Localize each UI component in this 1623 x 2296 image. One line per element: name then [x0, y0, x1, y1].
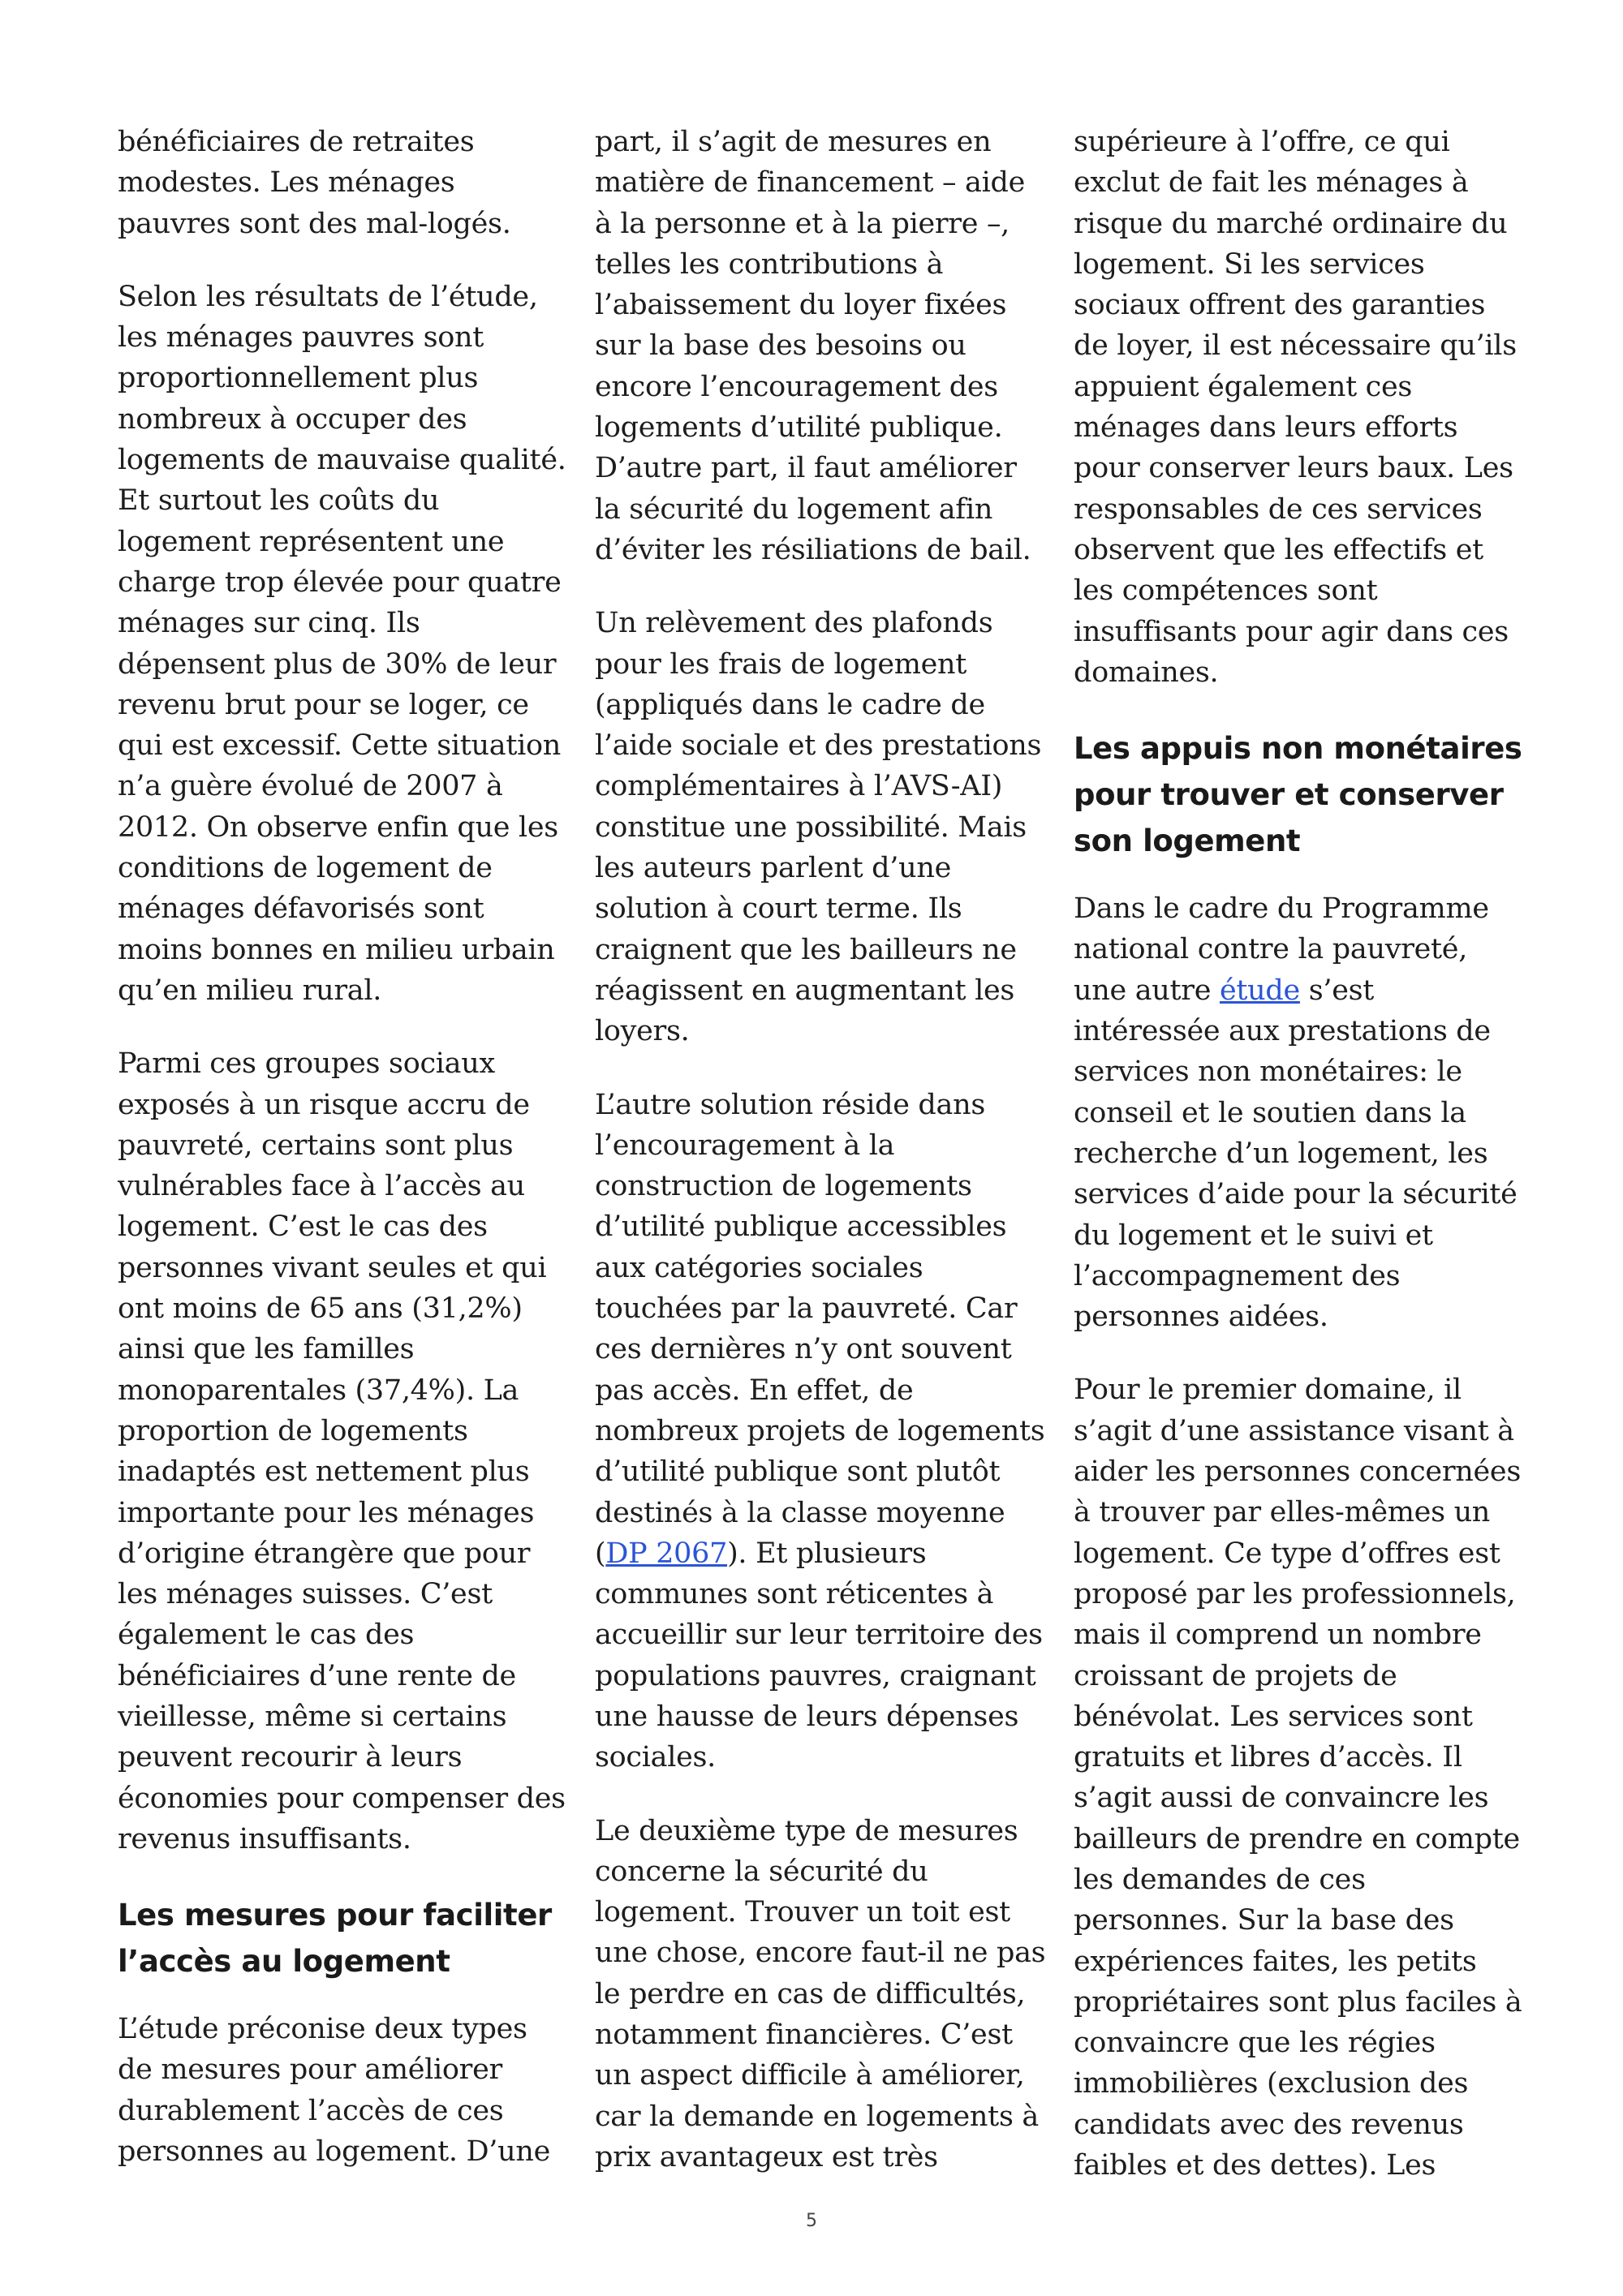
text-line: pour les frais de logement: [595, 647, 967, 681]
text-line: personnes. Sur la base des: [1074, 1904, 1454, 1937]
text-line: nombreux à occuper des: [118, 402, 467, 436]
text-line: national contre la pauvreté,: [1074, 933, 1468, 966]
text-line: bénéficiaires de retraites: [118, 126, 475, 158]
text-line: moins bonnes en milieu urbain: [118, 933, 555, 966]
text-line: logement. Ce type d’offres est: [1074, 1537, 1500, 1570]
text-line: services d’aide pour la sécurité: [1074, 1178, 1518, 1211]
text-line: son logement: [1074, 823, 1301, 859]
text-line: le perdre en cas de difficultés,: [595, 1977, 1026, 2010]
text-line: exposés à un risque accru de: [118, 1088, 530, 1121]
text-line: D’autre part, il faut améliorer: [595, 452, 1017, 485]
text-line: importante pour les ménages: [118, 1496, 535, 1529]
page-number: 5: [806, 2211, 817, 2231]
text-line: notamment financières. C’est: [595, 2019, 1013, 2052]
text-line: logement. Si les services: [1074, 247, 1425, 281]
text-line: destinés à la classe moyenne: [595, 1496, 1005, 1529]
text-line: logement. C’est le cas des: [118, 1210, 488, 1244]
text-line: aider les personnes concernées: [1074, 1455, 1521, 1489]
text-line: de mesures pour améliorer: [118, 2053, 502, 2087]
text-line: n’a guère évolué de 2007 à: [118, 770, 503, 803]
text-line: Dans le cadre du Programme: [1074, 892, 1489, 926]
paragraph: [1074, 122, 1516, 693]
text-line: faibles et des dettes). Les: [1074, 2149, 1436, 2182]
text-line: Parmi ces groupes sociaux: [118, 1047, 495, 1081]
text-line: propriétaires sont plus faciles à: [1074, 1985, 1522, 2019]
text-line: risque du marché ordinaire du: [1074, 207, 1508, 240]
text-line: logement représentent une: [118, 525, 505, 558]
text-line: ménages sur cinq. Ils: [118, 607, 420, 640]
text-line: Selon les résultats de l’étude,: [118, 280, 538, 313]
text-line: personnes au logement. D’une: [118, 2135, 551, 2169]
text-line: appuient également ces: [1074, 370, 1413, 403]
text-line: observent que les effectifs et: [1074, 533, 1483, 566]
text-line: Un relèvement des plafonds: [595, 607, 993, 640]
text-line: logements de mauvaise qualité.: [118, 444, 566, 477]
text-line: Pour le premier domaine, il: [1074, 1374, 1462, 1407]
text-line: pour trouver et conserver: [1074, 777, 1504, 813]
text-line: pas accès. En effet, de: [595, 1374, 914, 1407]
text-line: insuffisants pour agir dans ces: [1074, 615, 1509, 648]
text-line: aux catégories sociales: [595, 1251, 923, 1284]
text-line: les ménages pauvres sont: [118, 321, 484, 355]
text-line: Et surtout les coûts du: [118, 484, 440, 518]
text-line: ainsi que les familles: [118, 1333, 415, 1366]
etude-link[interactable]: étude: [1219, 974, 1300, 1007]
text-line: intéressée aux prestations de: [1074, 1015, 1491, 1048]
text-line: sur la base des besoins ou: [595, 329, 966, 363]
text-line: communes sont réticentes à: [595, 1578, 994, 1611]
text-line: l’encouragement à la: [595, 1129, 895, 1162]
text-line: un aspect difficile à améliorer,: [595, 2059, 1025, 2092]
text-line: revenus insuffisants.: [118, 1822, 411, 1855]
text-line: ménages dans leurs efforts: [1074, 411, 1458, 445]
paragraph: [118, 1043, 566, 1860]
text-line: charge trop élevée pour quatre: [118, 565, 562, 599]
text-line: prix avantageux est très: [595, 2140, 938, 2173]
text-line: d’utilité publique accessibles: [595, 1210, 1007, 1244]
text-line: loyers.: [595, 1015, 690, 1048]
paragraph: [118, 2009, 560, 2172]
text-line: car la demande en logements à: [595, 2100, 1039, 2133]
text-line: également le cas des: [118, 1619, 415, 1652]
text-line: les compétences sont: [1074, 574, 1378, 608]
text-line: économies pour compenser des: [118, 1782, 566, 1815]
text-line: durablement l’accès de ces: [118, 2094, 504, 2127]
text-line: complémentaires à l’AVS-AI): [595, 770, 1003, 803]
link-line: [595, 1533, 1037, 1574]
text-line: personnes aidées.: [1074, 1301, 1328, 1334]
text-line: l’accompagnement des: [1074, 1259, 1401, 1292]
text-line: proportion de logements: [118, 1414, 468, 1447]
text-line: dépensent plus de 30% de leur: [118, 647, 557, 681]
text-line: supérieure à l’offre, ce qui: [1074, 126, 1450, 158]
text-line: L’étude préconise deux types: [118, 2013, 527, 2046]
text-line: monoparentales (37,4%). La: [118, 1374, 519, 1407]
text-column-1: [118, 122, 566, 2204]
text-line: s’agit aussi de convaincre les: [1074, 1782, 1489, 1815]
text-line: exclut de fait les ménages à: [1074, 166, 1469, 200]
text-line: qui est excessif. Cette situation: [118, 729, 562, 763]
text-line: craignent que les bailleurs ne: [595, 933, 1017, 966]
paragraph: [1074, 888, 1516, 1337]
text-line: immobilières (exclusion des: [1074, 2067, 1469, 2100]
text-line: gratuits et libres d’accès. Il: [1074, 1741, 1462, 1774]
paragraph: [595, 603, 1042, 1051]
text-line: nombreux projets de logements: [595, 1414, 1045, 1447]
text-line: conditions de logement de: [118, 852, 493, 885]
text-line: proposé par les professionnels,: [1074, 1577, 1516, 1610]
text-line: vieillesse, même si certains: [118, 1700, 507, 1733]
paragraph-lines: [1074, 1011, 1516, 1337]
text-line: proportionnellement plus: [118, 362, 479, 395]
text-line: responsables de ces services: [1074, 492, 1483, 526]
text-line: du logement et le suivi et: [1074, 1219, 1433, 1252]
text-column-2: [595, 122, 1046, 2210]
text-line: ces dernières n’y ont souvent: [595, 1333, 1012, 1366]
text-line: bailleurs de prendre en compte: [1074, 1822, 1520, 1855]
text-line: populations pauvres, craignant: [595, 1659, 1036, 1692]
text-line: sociaux offrent des garanties: [1074, 289, 1486, 322]
section-heading-access: [118, 1892, 560, 1984]
text-line: convaincre que les régies: [1074, 2027, 1436, 2060]
text-line: les demandes de ces: [1074, 1863, 1366, 1896]
text-line: de loyer, il est nécessaire qu’ils: [1074, 329, 1517, 363]
paragraph: [595, 1085, 1045, 1778]
text-line: domaines.: [1074, 656, 1219, 689]
text-line: solution à court terme. Ils: [595, 892, 962, 926]
paragraph: [595, 122, 1037, 570]
text-line: les ménages suisses. C’est: [118, 1578, 493, 1611]
text-line: conseil et le soutien dans la: [1074, 1096, 1466, 1129]
text-line: l’accès au logement: [118, 1944, 450, 1980]
dp-2067-link[interactable]: DP 2067: [605, 1537, 728, 1570]
text-line: vulnérables face à l’accès au: [118, 1170, 525, 1203]
text-line: inadaptés est nettement plus: [118, 1455, 530, 1489]
paragraph: [118, 122, 560, 244]
text-line: (appliqués dans le cadre de: [595, 688, 985, 721]
text-line: recherche d’un logement, les: [1074, 1137, 1488, 1170]
link-prefix: une autre: [1074, 974, 1220, 1007]
text-line: telles les contributions à: [595, 247, 944, 281]
paragraph: [595, 1811, 1046, 2178]
link-suffix: ). Et plusieurs: [727, 1537, 927, 1570]
text-line: personnes vivant seules et qui: [118, 1251, 547, 1284]
text-line: concerne la sécurité du: [595, 1855, 928, 1888]
text-line: L’autre solution réside dans: [595, 1088, 986, 1121]
text-line: d’utilité publique sont plutôt: [595, 1455, 1001, 1489]
link-suffix: s’est: [1299, 974, 1375, 1007]
text-line: part, il s’agit de mesures en: [595, 126, 992, 158]
paragraph-lines: [1074, 888, 1516, 970]
text-line: revenu brut pour se loger, ce: [118, 688, 529, 721]
paragraph-lines: [595, 1574, 1043, 1778]
text-line: l’abaissement du loyer fixées: [595, 289, 1007, 322]
text-line: une hausse de leurs dépenses: [595, 1700, 1019, 1733]
text-line: mais il comprend un nombre: [1074, 1619, 1482, 1652]
text-line: constitue une possibilité. Mais: [595, 810, 1027, 844]
link-prefix: (: [595, 1537, 606, 1570]
text-line: Les appuis non monétaires: [1074, 731, 1522, 767]
text-line: candidats avec des revenus: [1074, 2108, 1464, 2141]
text-line: services non monétaires: le: [1074, 1056, 1462, 1089]
text-line: d’origine étrangère que pour: [118, 1537, 531, 1570]
text-line: à la personne et à la pierre –,: [595, 207, 1010, 240]
paragraph: [118, 277, 566, 1011]
text-line: encore l’encouragement des: [595, 370, 998, 403]
text-line: s’agit d’une assistance visant à: [1074, 1414, 1514, 1447]
paragraph: [1074, 1369, 1522, 2186]
text-line: Les mesures pour faciliter: [118, 1898, 552, 1933]
text-line: bénévolat. Les services sont: [1074, 1700, 1473, 1733]
link-line: [1074, 970, 1516, 1011]
text-line: ont moins de 65 ans (31,2%): [118, 1292, 523, 1326]
text-line: logements d’utilité publique.: [595, 411, 1003, 445]
text-line: Le deuxième type de mesures: [595, 1814, 1018, 1847]
section-heading-non-monetary: [1074, 725, 1522, 864]
text-column-3: [1074, 122, 1522, 2218]
text-line: ménages défavorisés sont: [118, 892, 484, 926]
text-line: d’éviter les résiliations de bail.: [595, 533, 1031, 566]
text-line: réagissent en augmentant les: [595, 974, 1015, 1007]
text-line: pauvres sont des mal-logés.: [118, 207, 511, 240]
text-line: peuvent recourir à leurs: [118, 1741, 463, 1774]
text-line: pour conserver leurs baux. Les: [1074, 452, 1513, 485]
text-line: matière de financement – aide: [595, 166, 1025, 200]
text-line: touchées par la pauvreté. Car: [595, 1292, 1018, 1326]
text-line: à trouver par elles-mêmes un: [1074, 1496, 1491, 1529]
text-line: la sécurité du logement afin: [595, 492, 993, 526]
text-line: qu’en milieu rural.: [118, 974, 382, 1007]
text-line: pauvreté, certains sont plus: [118, 1129, 514, 1162]
text-line: croissant de projets de: [1074, 1659, 1397, 1692]
text-line: l’aide sociale et des prestations: [595, 729, 1042, 763]
text-line: bénéficiaires d’une rente de: [118, 1659, 516, 1692]
text-line: construction de logements: [595, 1170, 972, 1203]
text-line: modestes. Les ménages: [118, 166, 455, 200]
text-line: une chose, encore faut-il ne pas: [595, 1937, 1046, 1970]
text-line: sociales.: [595, 1741, 716, 1774]
text-line: les auteurs parlent d’une: [595, 852, 952, 885]
text-line: accueillir sur leur territoire des: [595, 1619, 1043, 1652]
text-line: expériences faites, les petits: [1074, 1945, 1477, 1978]
text-line: 2012. On observe enfin que les: [118, 810, 558, 844]
text-line: logement. Trouver un toit est: [595, 1896, 1010, 1929]
paragraph-lines: [595, 1085, 1045, 1533]
